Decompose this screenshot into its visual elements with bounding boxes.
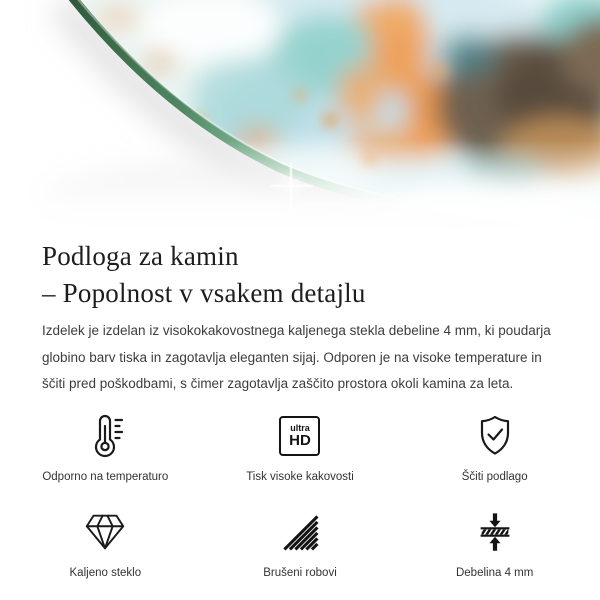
feature-thickness — [397, 506, 592, 580]
feature-print-quality — [203, 410, 398, 484]
feature-tempered-glass — [8, 506, 203, 580]
polished-edges-icon — [278, 506, 322, 558]
feature-label: Kaljeno steklo — [69, 566, 142, 579]
thickness-icon — [472, 506, 518, 558]
ultra-hd-icon: ultra HD — [279, 410, 320, 462]
feature-label: Debelina 4 mm — [455, 566, 534, 579]
product-image — [0, 0, 600, 232]
page-title — [42, 238, 558, 312]
photo-bottom-fade — [0, 140, 600, 232]
title-line-1: Podloga za kamin — [42, 241, 239, 271]
feature-grid — [0, 410, 600, 580]
feature-temperature — [8, 410, 203, 484]
title-line-2: – Popolnost v vsakem detajlu — [42, 278, 366, 308]
thermometer-icon — [81, 410, 129, 462]
product-description: Izdelek je izdelan iz visokokakovostnega kaljenega stekla debeline 4 mm, ki poudarja globino barv tiska in zagotavlja eleganten sijaj. Odporen je na visoke temperature in ščiti pred poškodbami, s čimer zagotavlja zaščito prostora okoli kamina za leta. — [42, 323, 551, 391]
feature-protection — [397, 410, 592, 484]
feature-polished-edges — [203, 506, 398, 580]
diamond-icon — [82, 506, 128, 558]
feature-label: Tisk visoke kakovosti — [246, 470, 354, 483]
feature-label: Brušeni robovi — [263, 566, 337, 579]
shield-check-icon — [471, 410, 519, 462]
feature-label: Odporno na temperaturo — [42, 470, 169, 483]
glass-disc-illustration — [0, 0, 600, 232]
feature-label: Ščiti podlago — [461, 470, 528, 483]
